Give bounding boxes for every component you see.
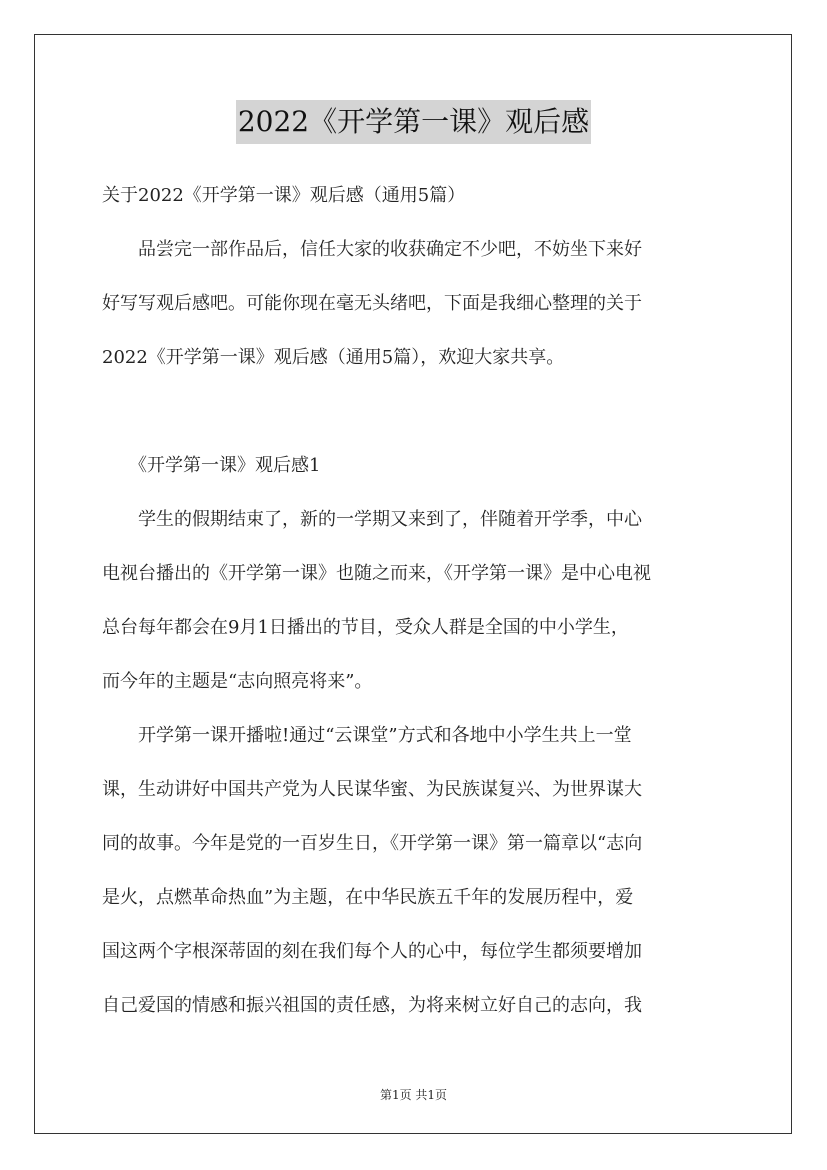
document-title[interactable]: 2022《开学第一课》观后感 bbox=[236, 100, 591, 144]
paragraph-line[interactable]: 而今年的主题是“志向照亮将来”。 bbox=[102, 671, 373, 692]
paragraph-line[interactable]: 电视台播出的《开学第一课》也随之而来，《开学第一课》是中心电视 bbox=[102, 563, 651, 584]
section-heading[interactable]: 《开学第一课》观后感1 bbox=[102, 455, 321, 476]
paragraph-line[interactable]: 好写写观后感吧。可能你现在毫无头绪吧，下面是我细心整理的关于 bbox=[102, 293, 642, 314]
paragraph-line[interactable]: 自己爱国的情感和振兴祖国的责任感，为将来树立好自己的志向，我 bbox=[102, 995, 642, 1016]
paragraph-line[interactable]: 品尝完一部作品后，信任大家的收获确定不少吧，不妨坐下来好 bbox=[102, 239, 642, 260]
paragraph-line[interactable]: 课，生动讲好中国共产党为人民谋华蜜、为民族谋复兴、为世界谋大 bbox=[102, 779, 642, 800]
paragraph-line[interactable]: 学生的假期结束了，新的一学期又来到了，伴随着开学季，中心 bbox=[102, 509, 642, 530]
paragraph-line[interactable]: 开学第一课开播啦!通过“云课堂”方式和各地中小学生共上一堂 bbox=[102, 725, 632, 746]
paragraph-line[interactable]: 总台每年都会在9月1日播出的节目，受众人群是全国的中小学生， bbox=[102, 617, 629, 638]
page-number-footer: 第1页 共1页 bbox=[379, 1088, 448, 1102]
paragraph-line[interactable]: 同的故事。今年是党的一百岁生日，《开学第一课》第一篇章以“志向 bbox=[102, 833, 643, 854]
paragraph-line[interactable]: 国这两个字根深蒂固的刻在我们每个人的心中，每位学生都须要增加 bbox=[102, 941, 642, 962]
paragraph-line[interactable]: 2022《开学第一课》观后感（通用5篇），欢迎大家共享。 bbox=[102, 347, 565, 368]
title-container bbox=[0, 100, 827, 144]
intro-line[interactable]: 关于2022《开学第一课》观后感（通用5篇） bbox=[102, 185, 466, 206]
paragraph-line[interactable]: 是火，点燃革命热血”为主题，在中华民族五千年的发展历程中，爱 bbox=[102, 887, 634, 908]
